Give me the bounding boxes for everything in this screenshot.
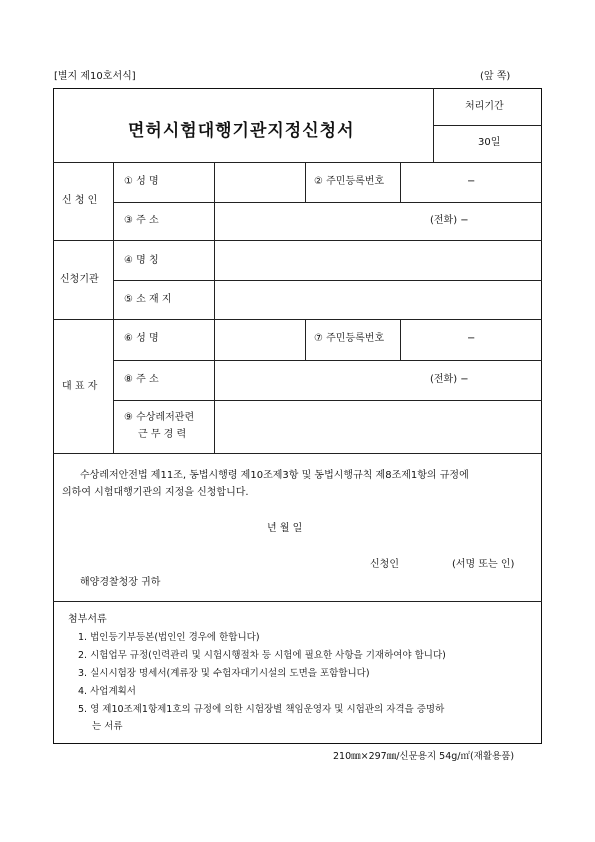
divider [305, 319, 306, 360]
divider [53, 453, 542, 454]
label-inst-location: ⑤ 소 재 지 [124, 294, 172, 305]
label-career-1: ⑨ 수상레저관련 [124, 412, 195, 423]
divider [53, 601, 542, 602]
address-phone[interactable]: (전화) − [430, 215, 469, 226]
attachment-item: 2. 시험업무 규정(인력관리 및 시험시행절차 등 시험에 필요한 사항을 기재하여야 합니다) [78, 650, 446, 661]
rep-rrn-value[interactable]: − [467, 333, 476, 344]
attachment-item-continued: 는 서류 [92, 721, 123, 732]
attachment-item: 1. 법인등기부등본(법인인 경우에 한합니다) [78, 632, 260, 643]
applicant-label: 신청인 [370, 559, 399, 570]
statement-line-1: 수상레저안전법 제11조, 동법시행령 제10조제3항 및 동법시행규칙 제8조제1항의 규정에 [80, 470, 469, 481]
section-institution: 신청기관 [60, 274, 99, 285]
divider [433, 125, 542, 126]
paper-spec: 210㎜×297㎜/신문용지 54g/㎡(재활용품) [333, 751, 515, 762]
divider [433, 88, 434, 162]
divider [400, 319, 401, 360]
form-number: [별지 제10호서식] [54, 71, 136, 82]
rep-address-phone[interactable]: (전화) − [430, 374, 469, 385]
label-name: ① 성 명 [124, 176, 159, 187]
divider [53, 319, 542, 320]
divider [53, 240, 542, 241]
processing-label: 처리기간 [465, 101, 504, 112]
divider [113, 400, 542, 401]
processing-value: 30일 [478, 137, 501, 148]
rrn-value[interactable]: − [467, 176, 476, 187]
form-title: 면허시험대행기관지정신청서 [128, 121, 355, 141]
divider [400, 162, 401, 202]
attachment-item: 4. 사업계획서 [78, 686, 136, 697]
page-side: (앞 쪽) [480, 71, 511, 82]
divider [113, 162, 114, 453]
attachment-item: 5. 영 제10조제1항제1호의 규정에 의한 시험장별 책임운영자 및 시험관의 자격을 증명하 [78, 704, 445, 715]
divider [113, 202, 542, 203]
date-line[interactable]: 년 월 일 [267, 523, 303, 534]
divider [53, 162, 542, 163]
attachment-item: 3. 실시시험장 명세서(계류장 및 수험자대기시설의 도면을 포함합니다) [78, 668, 370, 679]
divider [113, 280, 542, 281]
divider [214, 162, 215, 453]
statement-line-2: 의하여 시험대행기관의 지정을 신청합니다. [62, 487, 249, 498]
recipient: 해양경찰청장 귀하 [80, 577, 161, 588]
section-representative: 대 표 자 [62, 381, 98, 392]
divider [113, 360, 542, 361]
label-rep-rrn: ⑦ 주민등록번호 [314, 333, 385, 344]
label-address: ③ 주 소 [124, 215, 159, 226]
divider [305, 162, 306, 202]
label-rep-address: ⑧ 주 소 [124, 374, 159, 385]
label-career-2: 근 무 경 력 [138, 429, 187, 440]
section-applicant: 신 청 인 [62, 195, 98, 206]
attachments-heading: 첨부서류 [68, 614, 107, 625]
label-inst-name: ④ 명 칭 [124, 255, 159, 266]
label-rep-name: ⑥ 성 명 [124, 333, 159, 344]
signature-field[interactable]: (서명 또는 인) [452, 559, 515, 570]
label-rrn: ② 주민등록번호 [314, 176, 385, 187]
